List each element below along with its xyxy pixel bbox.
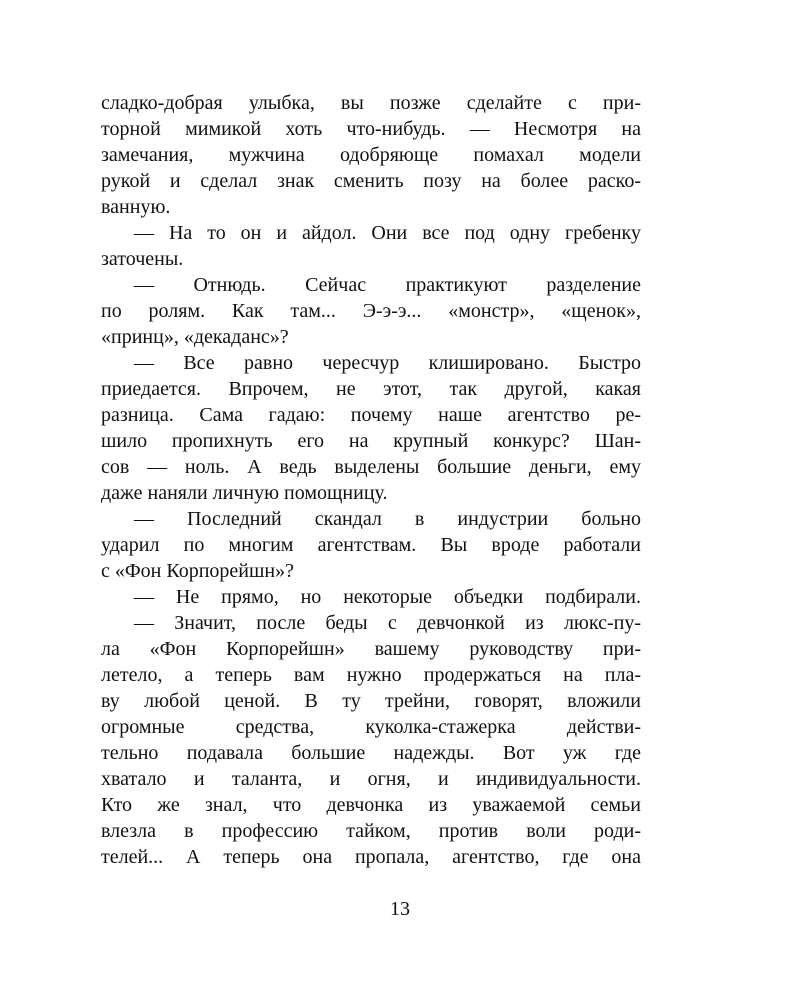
text-line: сладко-добрая улыбка, вы позже сделайте с при- bbox=[101, 92, 641, 114]
text-line: — Не прямо, но некоторые объедки подбирали. bbox=[134, 586, 641, 608]
text-line: — Отнюдь. Сейчас практикуют разделение bbox=[134, 274, 641, 296]
text-line: тельно подавала большие надежды. Вот уж где bbox=[101, 742, 641, 764]
text-line: по ролям. Как там... Э-э-э... «монстр», «щенок», bbox=[101, 300, 641, 322]
text-line: влезла в профессию тайком, против воли роди- bbox=[101, 820, 641, 842]
text-line: рукой и сделал знак сменить позу на более раско- bbox=[101, 170, 641, 192]
text-line: даже наняли личную помощницу. bbox=[101, 482, 388, 504]
text-line: — Все равно чересчур клишировано. Быстро bbox=[134, 352, 641, 374]
body-text bbox=[101, 90, 641, 870]
text-line: — Последний скандал в индустрии больно bbox=[134, 508, 641, 530]
text-line: ла «Фон Корпорейшн» вашему руководству при- bbox=[101, 638, 641, 660]
text-line: замечания, мужчина одобряюще помахал модели bbox=[101, 144, 641, 166]
text-line: огромные средства, куколка-стажерка действи- bbox=[101, 716, 641, 738]
text-line: телей... А теперь она пропала, агентство, где она bbox=[101, 846, 641, 868]
text-line: сов — ноль. А ведь выделены большие деньги, ему bbox=[101, 456, 641, 478]
text-line: летело, а теперь вам нужно продержаться на пла- bbox=[101, 664, 641, 686]
text-line: Кто же знал, что девчонка из уважаемой семьи bbox=[101, 794, 641, 816]
text-line: — На то он и айдол. Они все под одну гребенку bbox=[134, 222, 641, 244]
text-line: с «Фон Корпорейшн»? bbox=[101, 560, 294, 582]
page-number: 13 bbox=[390, 898, 410, 920]
text-line: заточены. bbox=[101, 248, 184, 270]
text-line: ванную. bbox=[101, 196, 171, 218]
text-line: приедается. Впрочем, не этот, так другой, какая bbox=[101, 378, 641, 400]
text-line: разница. Сама гадаю: почему наше агентство ре- bbox=[101, 404, 641, 426]
text-line: — Значит, после беды с девчонкой из люкс-пу- bbox=[134, 612, 641, 634]
text-line: торной мимикой хоть что-нибудь. — Несмотря на bbox=[101, 118, 641, 140]
text-line: хватало и таланта, и огня, и индивидуальности. bbox=[101, 768, 641, 790]
text-line: шило пропихнуть его на крупный конкурс? Шан- bbox=[101, 430, 641, 452]
text-line: ву любой ценой. В ту трейни, говорят, вложили bbox=[101, 690, 641, 712]
text-line: «принц», «декаданс»? bbox=[101, 326, 289, 348]
text-line: ударил по многим агентствам. Вы вроде работали bbox=[101, 534, 641, 556]
